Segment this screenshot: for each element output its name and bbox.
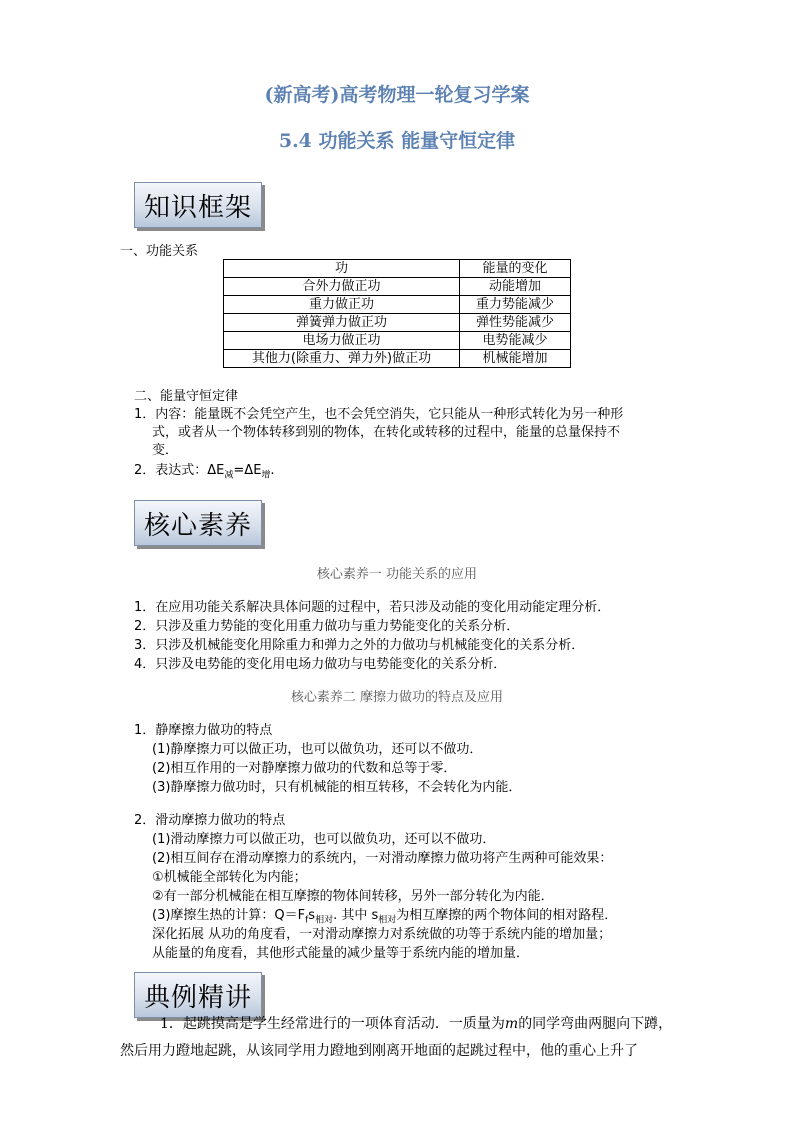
subscript-decrease: 减 [224,470,234,481]
table-row [224,314,571,332]
table-header-cell: 功 [224,260,460,278]
subscript-f: f [305,915,309,926]
core1-item: 2．只涉及重力势能的变化用重力做功与重力势能变化的关系分析． [134,619,520,634]
subscript-relative: 相对 [315,915,334,926]
example-line1-a: 1．起跳摸高是学生经常进行的一项体育活动．一质量为 [160,1016,505,1032]
table-cell: 电场力做正功 [224,332,460,350]
example-line1 [160,1015,672,1033]
heat-prefix: (3)摩擦生热的计算：Q＝F [152,908,306,923]
table-row [224,278,571,296]
section2-heading: 二、能量守恒定律 [134,389,239,404]
table-cell: 弹性势能减少 [460,314,571,332]
mass-symbol: m [504,1016,519,1032]
deep-extension-line2: 从能量的角度看，其他形式能量的减少量等于系统内能的增加量． [152,946,530,961]
expression-mid: =ΔE [233,463,262,478]
static-friction-item: (1)静摩擦力可以做正功，也可以做负功，还可以不做功． [152,742,483,757]
static-friction-item: (2)相互作用的一对静摩擦力做功的代数和总等于零． [152,761,457,776]
core2-heading: 核心素养二 摩擦力做功的特点及应用 [290,690,504,705]
conservation-content-line1: 1．内容：能量既不会凭空产生，也不会凭空消失，它只能从一种形式转化为另一种形 [134,407,624,422]
work-energy-table [223,259,571,368]
conservation-expression [134,462,275,485]
document-title: (新高考)高考物理一轮复习学案 [264,84,530,106]
sliding-friction-item: (1)滑动摩擦力可以做正功，也可以做负功，还可以不做功． [152,832,496,847]
static-friction-item: (3)静摩擦力做功时，只有机械能的相互转移，不会转化为内能． [152,780,522,795]
table-cell: 动能增加 [460,278,571,296]
sliding-friction-title: 2．滑动摩擦力做功的特点 [134,813,286,828]
table-cell: 重力做正功 [224,296,460,314]
example-line1-b: 的同学弯曲两腿向下蹲， [518,1016,673,1032]
banner-core-literacy: 核心素养 [134,500,262,546]
core1-item: 3．只涉及机械能变化用除重力和弹力之外的力做功与机械能变化的关系分析． [134,638,585,653]
conservation-content-line2: 式，或者从一个物体转移到别的物体，在转化或转移的过程中，能量的总量保持不 [152,425,621,440]
core1-item: 4．只涉及电势能的变化用电场力做功与电势能变化的关系分析． [134,657,507,672]
lesson-title: 5.4 功能关系 能量守恒定律 [278,130,516,152]
expression-prefix: 2．表达式：ΔE [134,463,225,478]
table-cell: 合外力做正功 [224,278,460,296]
conservation-content-line3: 变． [152,443,179,458]
table-cell: 其他力(除重力、弹力外)做正功 [224,350,460,368]
static-friction-title: 1．静摩擦力做功的特点 [134,723,273,738]
sliding-friction-item: ①机械能全部转化为内能； [152,870,307,885]
deep-extension-line1: 深化拓展 从功的角度看，一对滑动摩擦力对系统做的功等于系统内能的增加量； [152,927,612,942]
expression-end: . [270,463,275,478]
heat-s: s [308,908,316,923]
subscript-relative: 相对 [378,915,397,926]
core1-item: 1．在应用功能关系解决具体问题的过程中，若只涉及动能的变化用动能定理分析． [134,600,611,615]
core1-heading: 核心素养一 功能关系的应用 [316,567,478,582]
subscript-increase: 增 [261,470,271,481]
table-row [224,332,571,350]
heat-mid: . 其中 s [333,908,379,923]
example-line2: 然后用力蹬地起跳，从该同学用力蹬地到刚离开地面的起跳过程中，他的重心上升了 [120,1043,638,1059]
sliding-friction-item: (2)相互间存在滑动摩擦力的系统内，一对滑动摩擦力做功将产生两种可能效果： [152,851,613,866]
sliding-friction-item: ②有一部分机械能在相互摩擦的物体间转移，另外一部分转化为内能． [152,889,554,904]
banner-knowledge-framework: 知识框架 [134,182,262,228]
table-row [224,350,571,368]
table-cell: 弹簧弹力做正功 [224,314,460,332]
table-cell: 重力势能减少 [460,296,571,314]
table-row [224,296,571,314]
table-cell: 电势能减少 [460,332,571,350]
table-header-row [224,260,571,278]
banner-typical-examples: 典例精讲 [134,972,262,1018]
table-cell: 机械能增加 [460,350,571,368]
table-header-cell: 能量的变化 [460,260,571,278]
heat-end: 为相互摩擦的两个物体间的相对路程． [396,908,618,923]
section1-heading: 一、功能关系 [120,244,199,259]
